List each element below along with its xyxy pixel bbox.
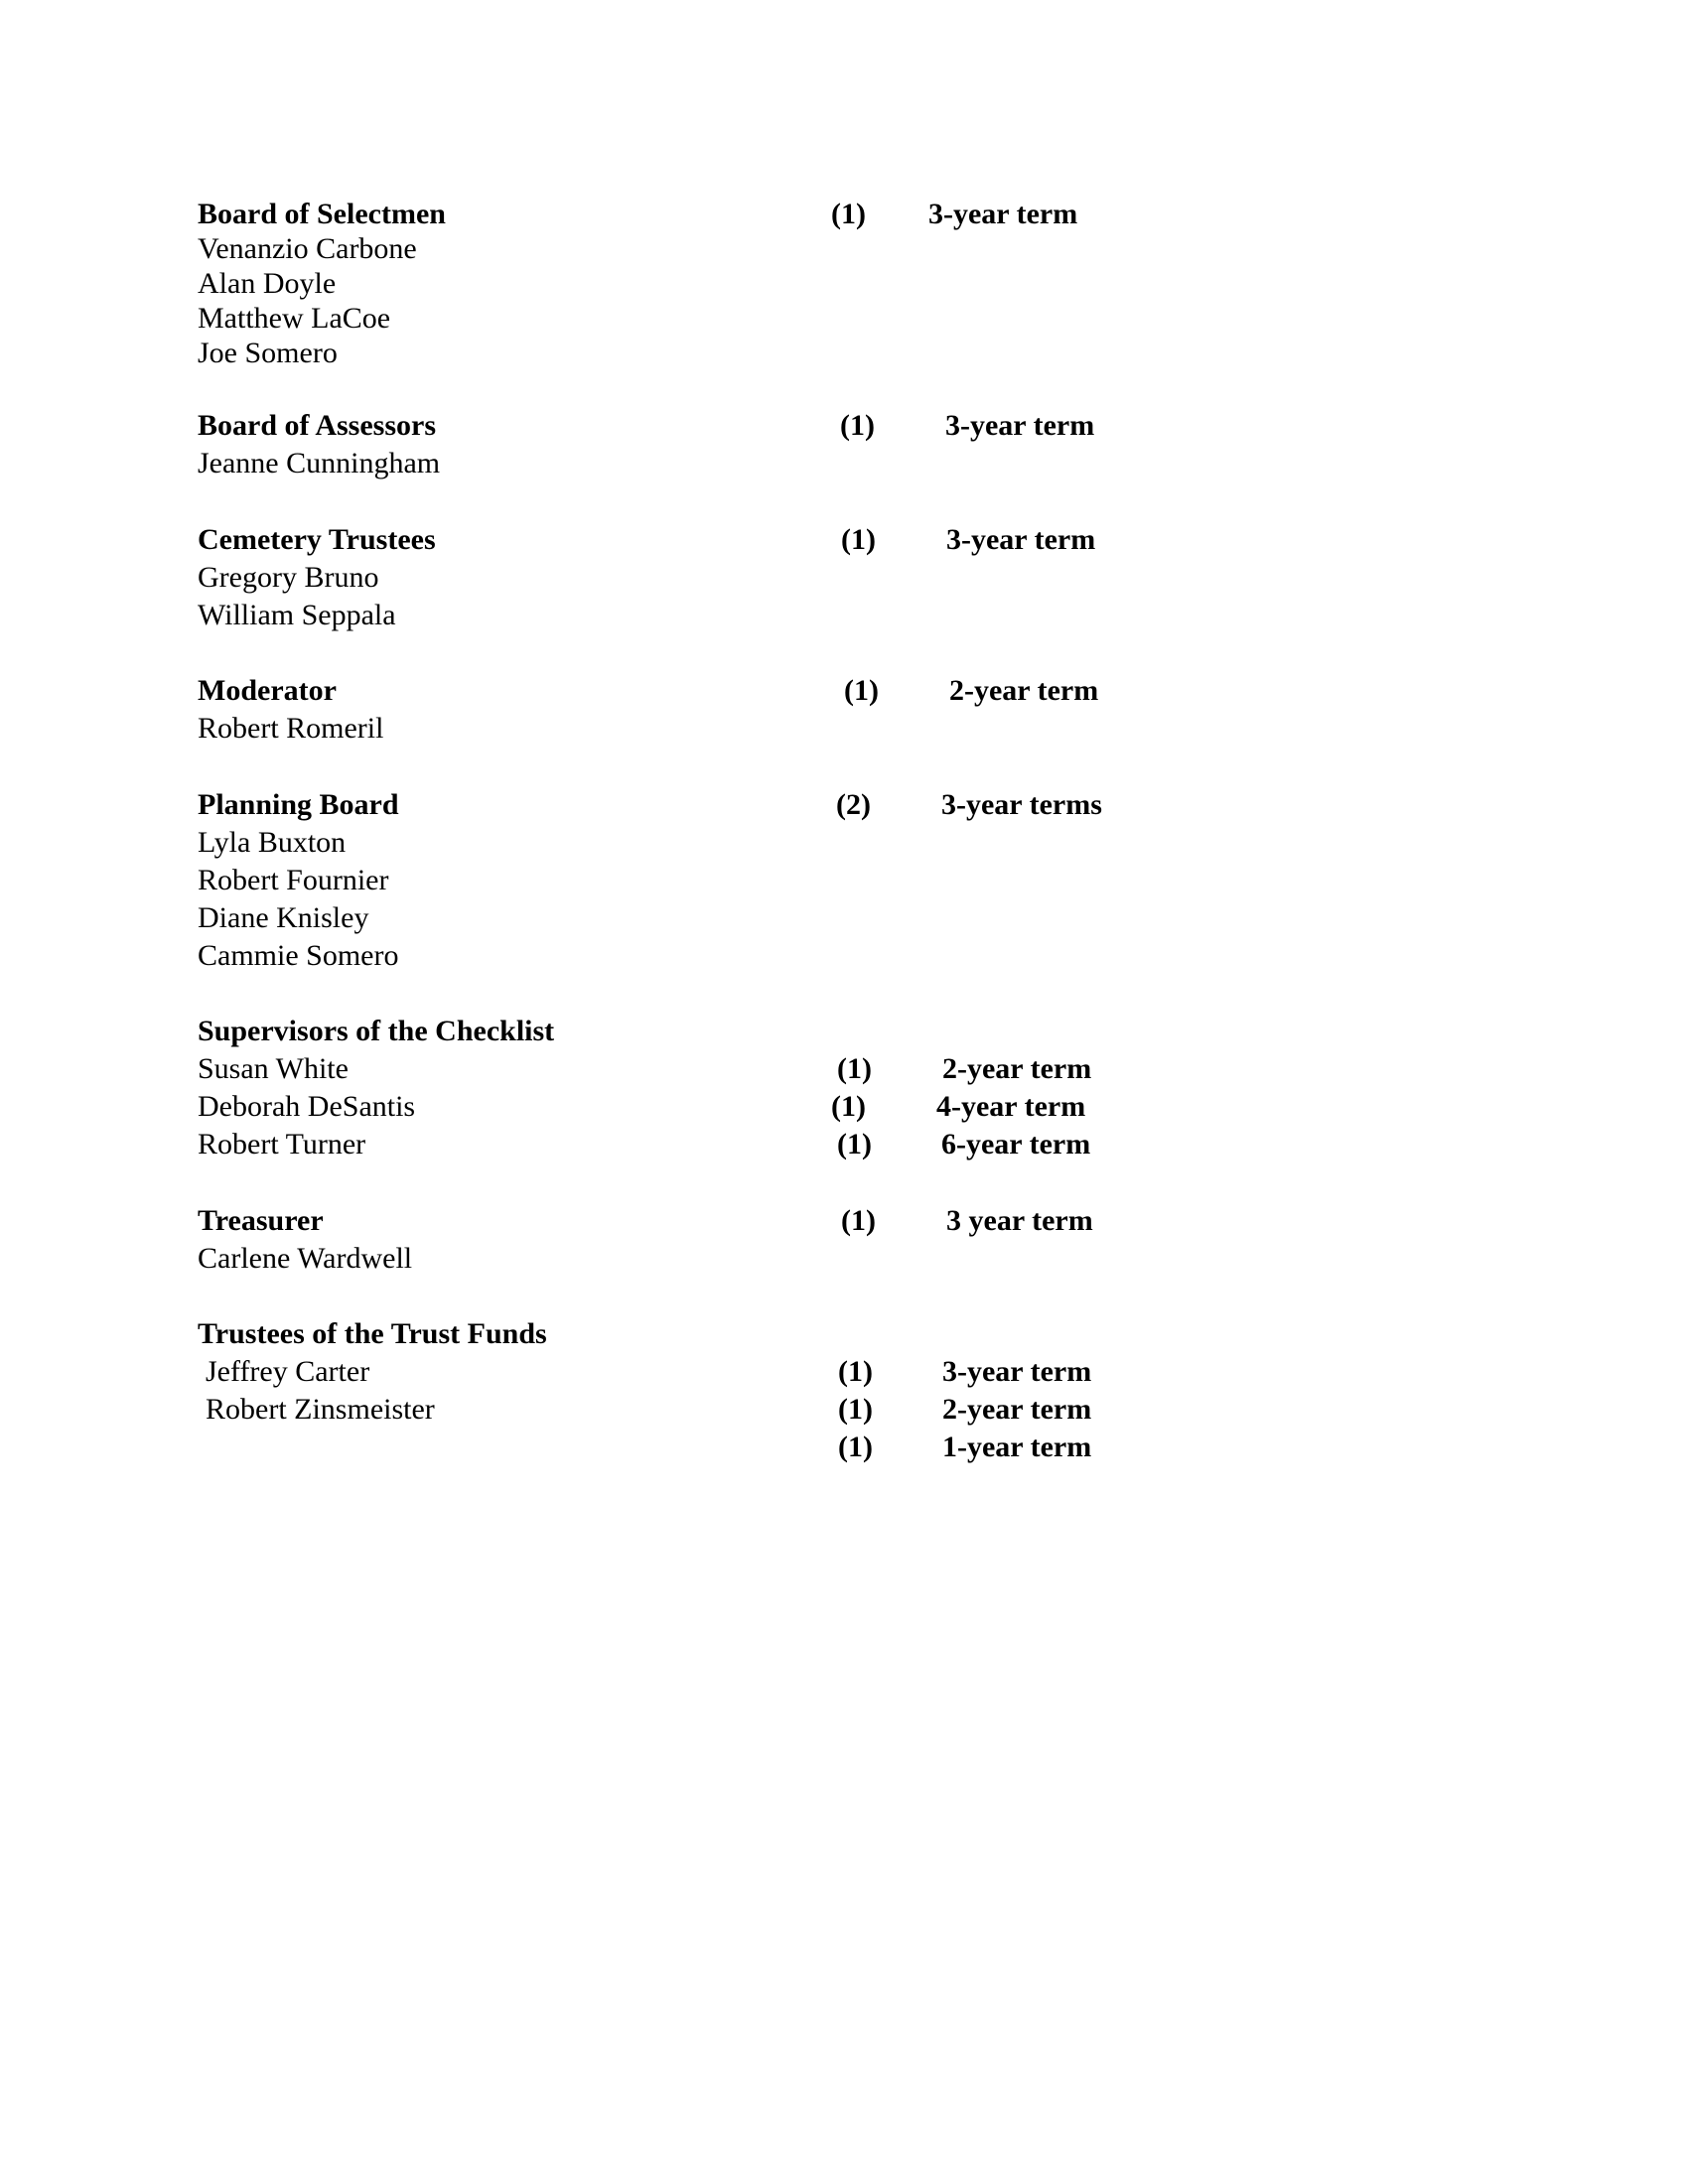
term-length: 1-year term (942, 1431, 1092, 1463)
term-length: 3-year term (928, 198, 1078, 230)
member-name: Susan White (198, 1052, 349, 1085)
member-name: Carlene Wardwell (198, 1242, 413, 1275)
term-length: 4-year term (936, 1090, 1086, 1123)
seat-count: (1) (837, 1128, 872, 1160)
term-length: 3-year term (942, 1355, 1092, 1388)
section-title: Cemetery Trustees (198, 523, 436, 556)
member-name: Matthew LaCoe (198, 302, 391, 335)
member-name: Gregory Bruno (198, 561, 379, 594)
seat-count: (1) (841, 523, 876, 556)
member-name: Deborah DeSantis (198, 1090, 416, 1123)
member-name: Venanzio Carbone (198, 232, 417, 265)
term-length: 3-year term (946, 523, 1096, 556)
member-name: Jeanne Cunningham (198, 447, 441, 479)
member-name: Joe Somero (198, 337, 338, 369)
member-name: Robert Romeril (198, 712, 384, 745)
member-name: Alan Doyle (198, 267, 337, 300)
seat-count: (1) (831, 198, 866, 230)
seat-count: (1) (838, 1431, 873, 1463)
section-title: Treasurer (198, 1204, 324, 1237)
section-title: Board of Assessors (198, 409, 437, 442)
seat-count: (1) (841, 1204, 876, 1237)
term-length: 2-year term (949, 674, 1099, 707)
member-name: Lyla Buxton (198, 826, 347, 859)
seat-count: (1) (831, 1090, 866, 1123)
seat-count: (1) (840, 409, 875, 442)
section-title: Planning Board (198, 788, 399, 821)
seat-count: (1) (844, 674, 879, 707)
term-length: 3-year terms (941, 788, 1102, 821)
term-length: 6-year term (941, 1128, 1091, 1160)
term-length: 2-year term (942, 1052, 1092, 1085)
member-name: Jeffrey Carter (206, 1355, 370, 1388)
member-name: William Seppala (198, 599, 396, 631)
term-length: 3 year term (946, 1204, 1093, 1237)
section-title: Supervisors of the Checklist (198, 1015, 555, 1047)
section-title: Moderator (198, 674, 337, 707)
seat-count: (1) (838, 1393, 873, 1426)
seat-count: (2) (836, 788, 871, 821)
member-name: Robert Turner (198, 1128, 366, 1160)
member-name: Robert Zinsmeister (206, 1393, 435, 1426)
section-title: Trustees of the Trust Funds (198, 1317, 547, 1350)
term-length: 2-year term (942, 1393, 1092, 1426)
section-title: Board of Selectmen (198, 198, 446, 230)
member-name: Diane Knisley (198, 901, 369, 934)
member-name: Cammie Somero (198, 939, 399, 972)
member-name: Robert Fournier (198, 864, 389, 896)
seat-count: (1) (837, 1052, 872, 1085)
term-length: 3-year term (945, 409, 1095, 442)
seat-count: (1) (838, 1355, 873, 1388)
